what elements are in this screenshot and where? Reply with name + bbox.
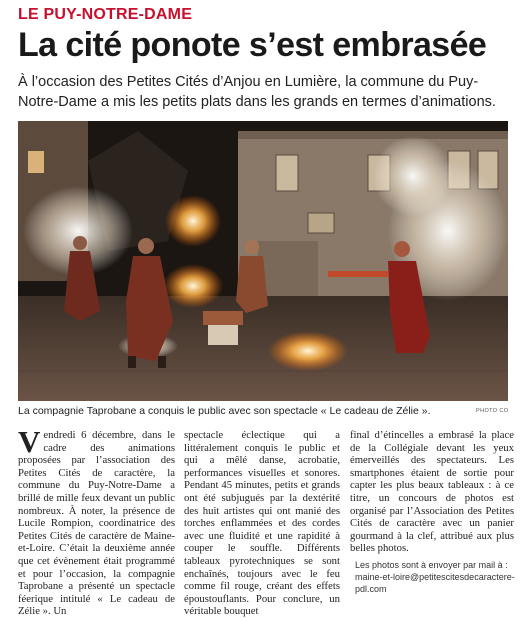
article-lede: À l’occasion des Petites Cités d’Anjou en Lumière, la commune du Puy-Notre-Dame a mis les petits plats dans les grands en termes d’animations.: [18, 74, 496, 110]
photo-credit: PHOTO CO: [476, 408, 509, 414]
fire-performance-illustration: [18, 121, 508, 401]
column-3-text: final d’étincelles a embrasé la place de la Collégiale devant les yeux émerveillés des spectateurs. Les smartphones étaient de sortie pour capter les plus beaux tableaux : à ce titre, un concours de photos est organisé par l’Association des Petites Cités de caractère avec un panier gourmand à la clef, attribué aux plus belles photos.: [350, 429, 514, 555]
drop-cap: V: [18, 424, 41, 459]
article-photo: [18, 121, 508, 401]
article-column-2: [184, 429, 340, 618]
column-2-text: spectacle éclectique qui a littéralement conquis le public et qui a mêlé danse, acrobatie, performances visuelles et sonores. Pendant 45 minutes, petits et grands ont été subjugués par la dextérité des huit artistes qui ont manié des torches enflammées et des cordes avec une fluidité et une rapidité à couper le souffle. Différents tableaux pyrotechniques se sont enchaînés, toujours avec le feu comme fil rouge, créant des effets époustouflants. Pour conclure, un véritable bouquet: [184, 429, 340, 618]
article-headline: La cité ponote s’est embrasée: [18, 26, 487, 64]
photo-contest-note: Les photos sont à envoyer par mail à : maine-et-loire@petitescitesdecaractere-pdl.com: [355, 560, 515, 594]
column-1-text: endredi 6 décembre, dans le cadre des animations proposées par l’association des Petites Cités de caractère, la commune du Puy-Notre-Dame a brillé de mille feux devant un public nombreux. À noter, la présence de Lucile Rompion, coordinatrice des Petites Cités de caractère de Maine-et-Loire. C’était la deuxième année que cet évènement était programmé et pour l’occasion, la compagnie Taprobane a présenté un spectacle féerique intitulé « Le cadeau de Zélie ». Un: [18, 429, 175, 618]
article-column-3: [350, 429, 514, 555]
photo-caption: La compagnie Taprobane a conquis le public avec son spectacle « Le cadeau de Zélie ».: [18, 405, 431, 417]
article-column-1: [18, 424, 175, 618]
section-kicker: LE PUY-NOTRE-DAME: [18, 6, 193, 23]
